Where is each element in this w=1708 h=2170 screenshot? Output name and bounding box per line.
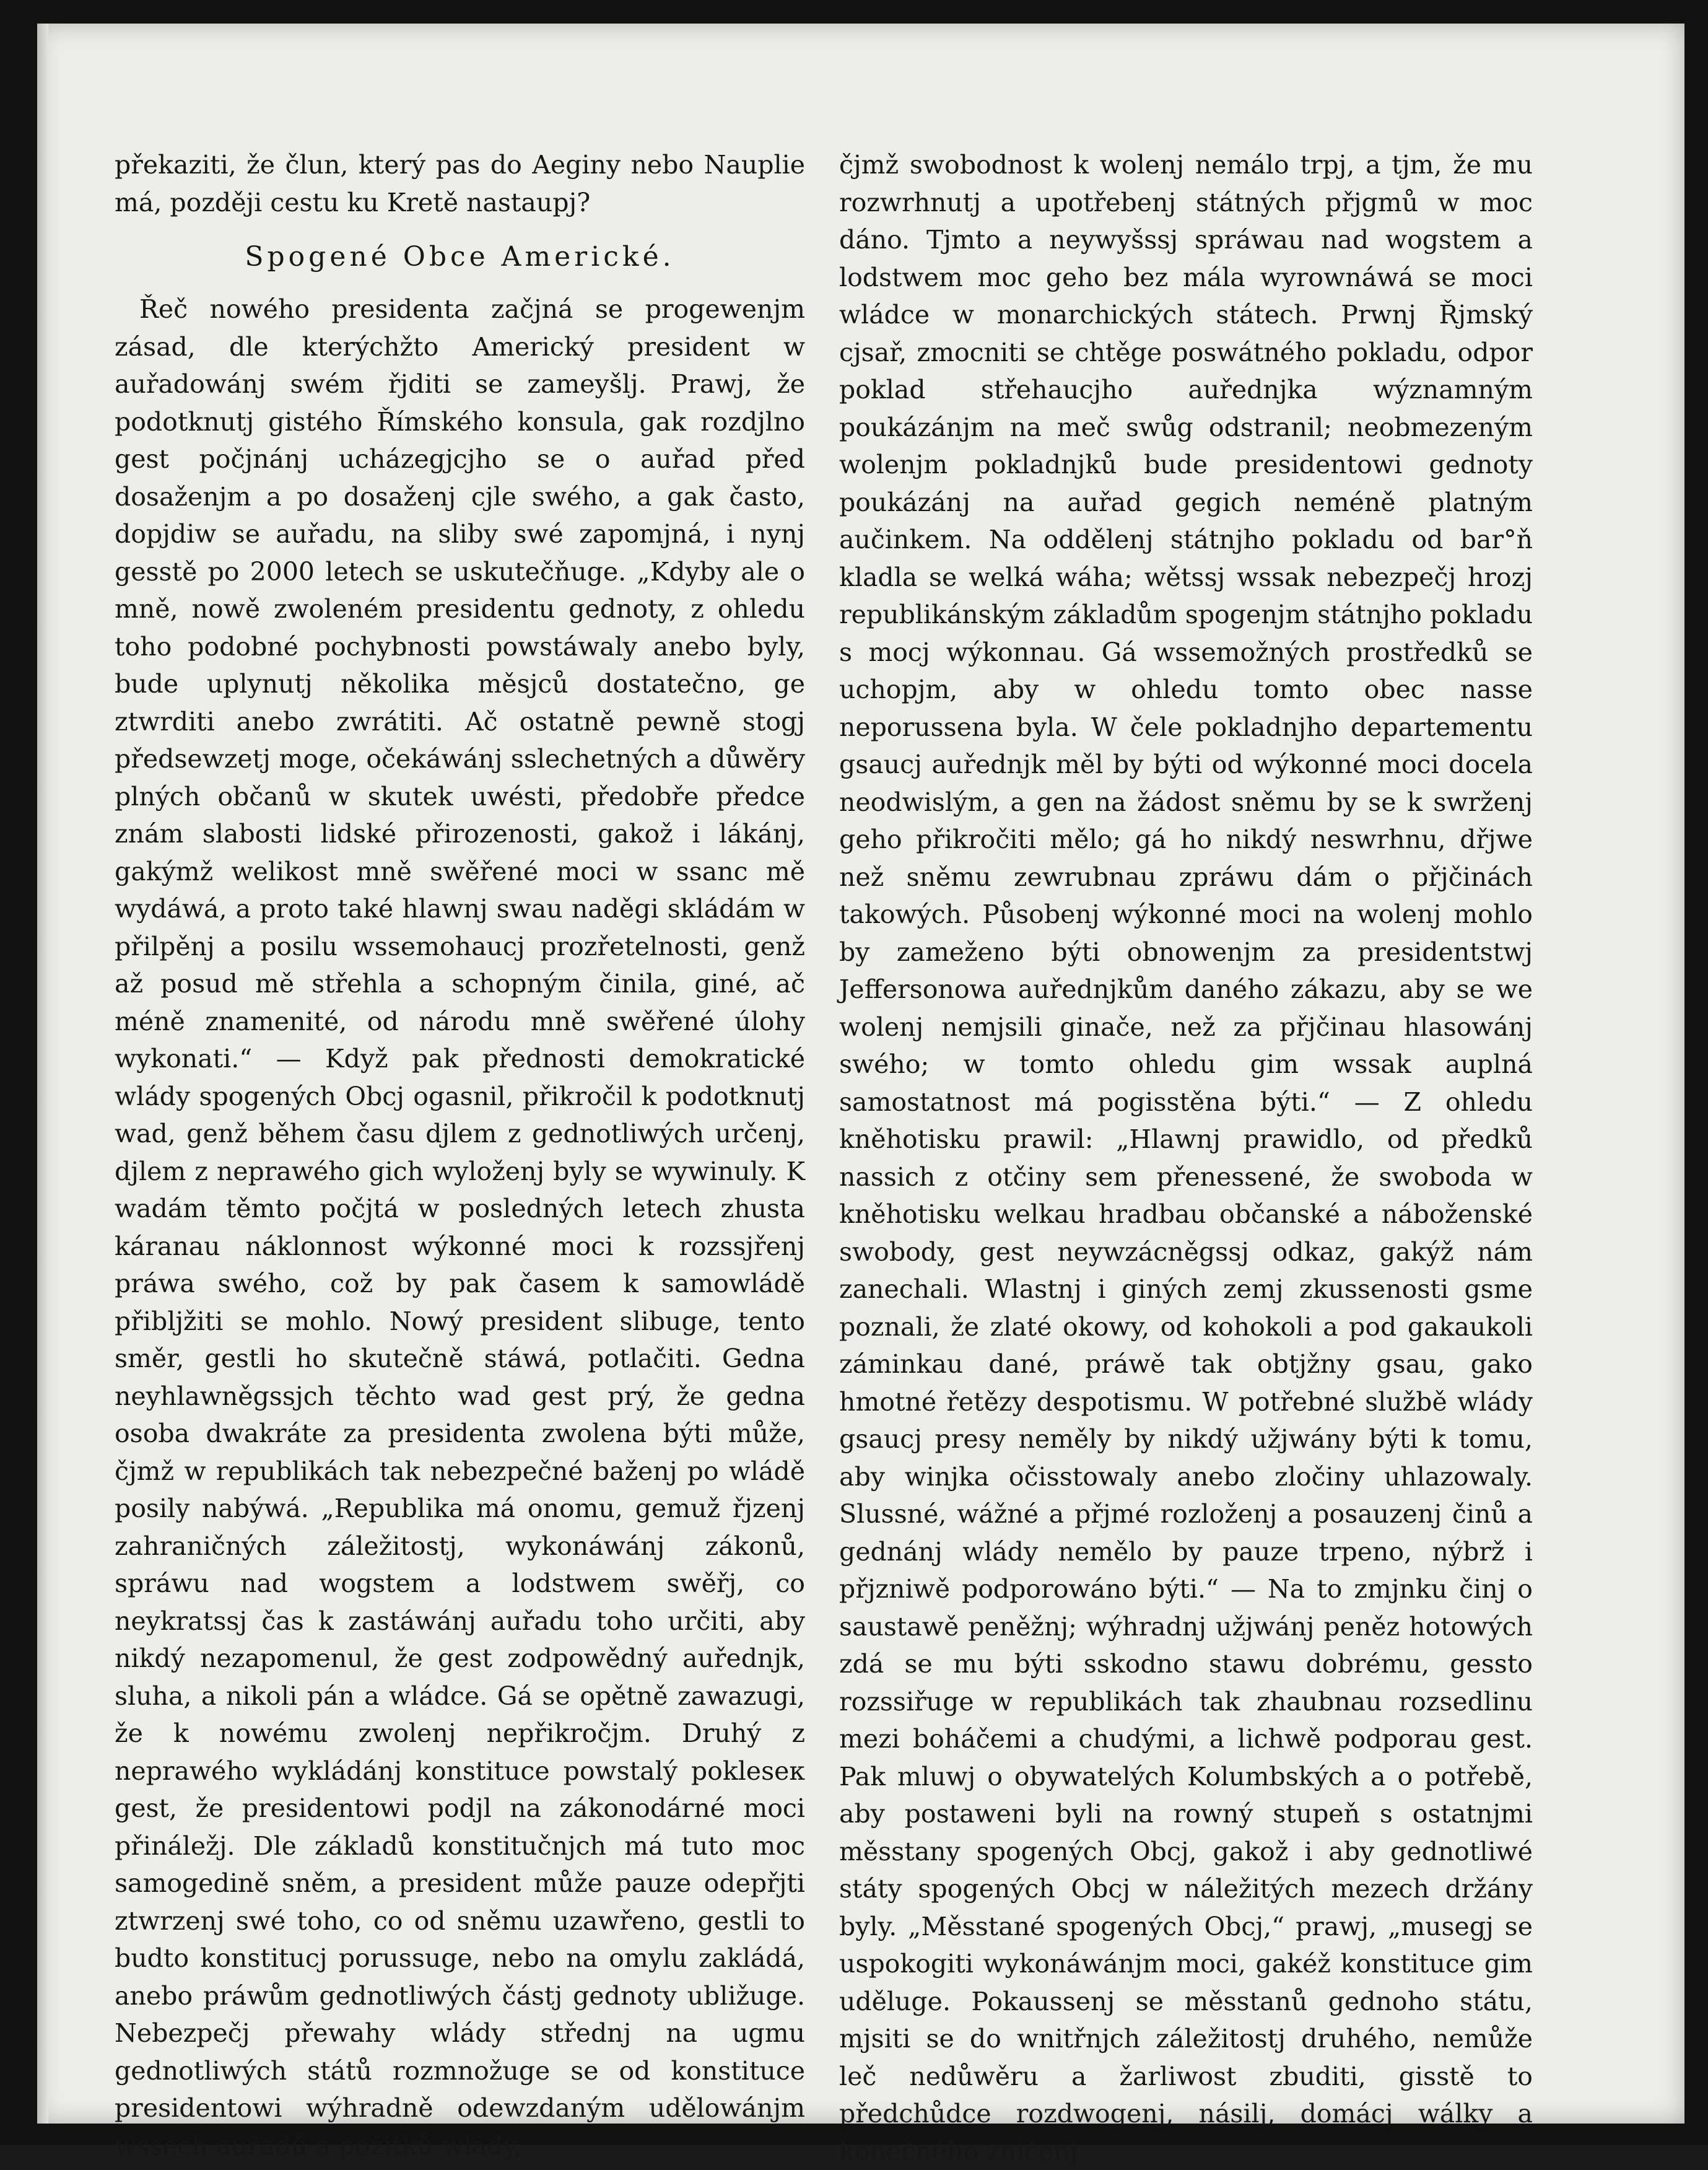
- left-opening-text: překaziti, že člun, který pas do Aeginy nebo Nauplie má, později cestu ku Kretě nastaupj?: [115, 150, 805, 217]
- article-heading: Spogené Obce Americké.: [245, 241, 675, 273]
- right-column: [839, 146, 1533, 2170]
- left-column: [115, 146, 805, 2164]
- left-body-text: Řeč nowého presidenta začjná se progewenjm zásad, dle kterýchžto Americký president w auřadowánj swém řjditi se zameyšlj. Prawj, že podotknutj gistého Římského konsula, gak rozdjlno gest počjnánj ucházegjcjho se o auřad před dosaženjm a po dosaženj cjle swého, a gak často, dopjdiw se auřadu, na sliby swé zapomjná, i nynj gesstě po 2000 letech se uskutečňuge. „Kdyby ale o mně, nowě zwoleném presidentu gednoty, z ohledu toho podobné pochybnosti powstáwaly anebo byly, bude uplynutj několika měsjců dostatečno, ge ztwrditi anebo zwrátiti. Ač ostatně pewně stogj předsewzetj moge, očekáwánj sslechetných a důwěry plných občanů w skutek uwésti, předobře předce znám slabosti lidské přirozenosti, gakož i lákánj, gakýmž welikost mně swěřené moci w ssanc mě wydáwá, a proto také hlawnj swau naděgi skládám w přilpěnj a posilu wssemohaucj prozřetelnosti, genž až posud mě střehla a schopným činila, giné, ač méně znamenité, od národu mně swěřené úlohy wykonati.“ — Když pak přednosti demokratické wlády spogených Obcj ogasnil, přikročil k podotknutj wad, genž během času djlem z gednotliwých určenj, djlem z neprawého gich wyloženj byly se wywinuly. K wadám těmto počjtá w posledných letech zhusta káranau náklonnost wýkonné moci k rozssjřenj práwa swého, což by pak časem k samowládě přibljžiti se mohlo. Nowý president slibuge, tento směr, gestli ho skutečně stáwá, potlačiti. Gedna neyhlawněgssjch těchto wad gest prý, že gedna osoba dwakráte za presidenta zwolena býti může, čjmž w republikách tak nebezpečné baženj po wládě posily nabýwá. „Republika má onomu, gemuž řjzenj zahraničných záležitostj, wykonáwánj zákonů, spráwu nad wogstem a lodstwem swěřj, co neykratssj čas k zastáwánj auřadu toho určiti, aby nikdý nezapomenul, že gest zodpowědný auřednjk, sluha, a nikoli pán a wládce. Gá se opětně zawazugi, že k nowému zwolenj nepřikročjm. Druhý z neprawého wykládánj konstituce powstalý pokleseк gest, že presidentowi podjl na zákonodárné moci přináležj. Dle základů konstitučnjch má tuto moc samogedině sněm, a president může pauze odepřjti ztwrzenj swé toho, co od sněmu uzawřeno, gestli to budto konstitucj porussuge, nebo na omylu zakládá, anebo práwům gednotliwých částj gednoty ubližuge. Nebezpečj přewahy wlády střednj na ugmu gednotliwých států rozmnožuge se od konstituce presidentowi wýhradně odewzdaným udělowánjm wssech auřadů a požitků wlády,: [115, 294, 805, 2161]
- page-edge-shadow: [37, 24, 48, 2124]
- right-body-text: čjmž swobodnost k wolenj nemálo trpj, a tjm, že mu rozwrhnutj a upotřebenj státných přjgmů w moc dáno. Tjmto a neywyšssj spráwau nad wogstem a lodstwem moc geho bez mála wyrownáwá se moci wládce w monarchických státech. Prwnj Řjmský cjsař, zmocniti se chtěge poswátného pokladu, odpor poklad střehaucjho auřednjka wýznamným poukázánjm na meč swůg odstranil; neobmezeným wolenjm pokladnjků bude presidentowi gednoty poukázánj na auřad gegich neméně platným aučinkem. Na oddělenj státnjho pokladu od bar°ň kladla se welká wáha; wětssj wssak nebezpečj hrozj republikánským základům spogenjm státnjho pokladu s mocj wýkonnau. Gá wssemožných prostředků se uchopjm, aby w ohledu tomto obec nasse neporussena byla. W čele pokladnjho departementu gsaucj auřednjk měl by býti od wýkonné moci docela neodwislým, a gen na žádost sněmu by se k swrženj geho přikročiti mělo; gá ho nikdý neswrhnu, dřjwe než sněmu zewrubnau zpráwu dám o přjčinách takowých. Působenj wýkonné moci na wolenj mohlo by zameženo býti obnowenjm za presidentstwj Jeffersonowa auřednjkům daného zákazu, aby se we wolenj nemjsili ginače, než za přjčinau hlasowánj swého; w tomto ohledu gim wssak auplná samostatnost má pogisstěna býti.“ — Z ohledu kněhotisku prawil: „Hlawnj prawidlo, od předků nassich z otčiny sem přenessené, že swoboda w kněhotisku welkau hradbau občanské a náboženské swobody, gest neywzácněgssj odkaz, gakýž nám zanechali. Wlastnj i giných zemj zkussenosti gsme poznali, že zlaté okowy, od kohokoli a pod gakaukoli záminkau dané, práwě tak obtjžny gsau, gako hmotné řetězy despotismu. W potřebné službě wlády gsaucj presy neměly by nikdý užjwány býti k tomu, aby winjka očisstowaly anebo zločiny uhlazowaly. Slussné, wážné a přjmé rozloženj a posauzenj činů a gednánj wlády nemělo by pauze trpeno, nýbrž i přjznіwě podporowáno býti.“ — Na to zmjnku činj o saustawě peněžnj; wýhradnj užjwánj peněz hotowých zdá se mu býti sskodno stawu dobrému, gessto rozssiřuge w republikách tak zhaubnau rozsedlinu mezi boháčemi a chudými, a lichwě podporau gest. Pak mluwj o obywatelých Kolumbských a o potřebě, aby postaweni byli na rowný stupeň s ostatnjmi měsstany spogených Obcj, gakož i aby gednotliwé státy spogených Obcj w náležitých mezech držány byly. „Měsstané spogených Obcj,“ prawj, „musegj se uspokogiti wykonáwánjm moci, gakéž konstituce gim uděluge. Pokaussenj se měsstanů gednoho státu, mjsiti se do wnitřnjch záležitostj druhého, nemůže leč nedůwěru a žarliwost zbuditi, gisstě to předchůdce rozdwogenj, násilj, domácj wálky a konečného zničenj: [839, 150, 1533, 2166]
